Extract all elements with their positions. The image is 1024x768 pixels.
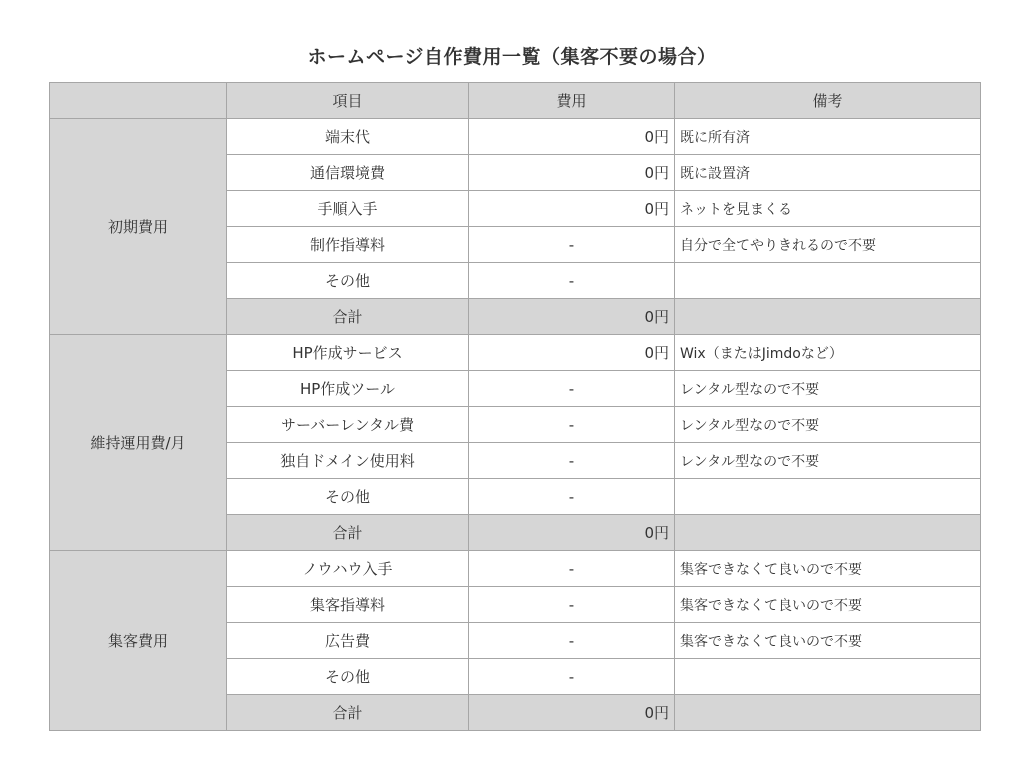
- note-cell: [675, 659, 981, 695]
- total-note-cell: [675, 695, 981, 731]
- total-cost-cell: 0円: [469, 695, 675, 731]
- item-cell: HP作成ツール: [227, 371, 469, 407]
- note-cell: 集客できなくて良いので不要: [675, 551, 981, 587]
- note-cell: Wix（またはJimdoなど）: [675, 335, 981, 371]
- item-cell: その他: [227, 263, 469, 299]
- note-cell: レンタル型なので不要: [675, 407, 981, 443]
- item-cell: その他: [227, 659, 469, 695]
- cost-cell: 0円: [469, 191, 675, 227]
- item-cell: 端末代: [227, 119, 469, 155]
- cost-cell: -: [469, 371, 675, 407]
- header-cost: 費用: [469, 83, 675, 119]
- item-cell: 通信環境費: [227, 155, 469, 191]
- item-cell: 集客指導料: [227, 587, 469, 623]
- cost-cell: -: [469, 659, 675, 695]
- total-label-cell: 合計: [227, 515, 469, 551]
- category-cell: 初期費用: [50, 119, 227, 335]
- header-row: [50, 83, 981, 119]
- cost-cell: 0円: [469, 335, 675, 371]
- total-label-cell: 合計: [227, 695, 469, 731]
- total-label-cell: 合計: [227, 299, 469, 335]
- cost-cell: 0円: [469, 155, 675, 191]
- note-cell: 既に設置済: [675, 155, 981, 191]
- header-category: [50, 83, 227, 119]
- cost-cell: -: [469, 227, 675, 263]
- total-note-cell: [675, 515, 981, 551]
- note-cell: ネットを見まくる: [675, 191, 981, 227]
- table-row: [50, 551, 981, 587]
- cost-cell: -: [469, 479, 675, 515]
- page-title: ホームページ自作費用一覧（集客不要の場合）: [307, 46, 717, 68]
- header-item: 項目: [227, 83, 469, 119]
- total-cost-cell: 0円: [469, 299, 675, 335]
- category-cell: 集客費用: [50, 551, 227, 731]
- cost-table: [49, 82, 981, 731]
- table-row: [50, 335, 981, 371]
- item-cell: サーバーレンタル費: [227, 407, 469, 443]
- cost-cell: -: [469, 263, 675, 299]
- category-cell: 維持運用費/月: [50, 335, 227, 551]
- item-cell: 独自ドメイン使用料: [227, 443, 469, 479]
- cost-cell: -: [469, 407, 675, 443]
- note-cell: 自分で全てやりきれるので不要: [675, 227, 981, 263]
- cost-table-body: [50, 83, 981, 731]
- item-cell: 制作指導料: [227, 227, 469, 263]
- total-cost-cell: 0円: [469, 515, 675, 551]
- cost-cell: -: [469, 443, 675, 479]
- note-cell: [675, 263, 981, 299]
- note-cell: 集客できなくて良いので不要: [675, 623, 981, 659]
- item-cell: HP作成サービス: [227, 335, 469, 371]
- cost-cell: 0円: [469, 119, 675, 155]
- cost-cell: -: [469, 587, 675, 623]
- item-cell: 手順入手: [227, 191, 469, 227]
- note-cell: 集客できなくて良いので不要: [675, 587, 981, 623]
- cost-cell: -: [469, 623, 675, 659]
- note-cell: レンタル型なので不要: [675, 443, 981, 479]
- item-cell: ノウハウ入手: [227, 551, 469, 587]
- note-cell: [675, 479, 981, 515]
- table-row: [50, 119, 981, 155]
- item-cell: その他: [227, 479, 469, 515]
- header-note: 備考: [675, 83, 981, 119]
- total-note-cell: [675, 299, 981, 335]
- note-cell: 既に所有済: [675, 119, 981, 155]
- note-cell: レンタル型なので不要: [675, 371, 981, 407]
- cost-cell: -: [469, 551, 675, 587]
- item-cell: 広告費: [227, 623, 469, 659]
